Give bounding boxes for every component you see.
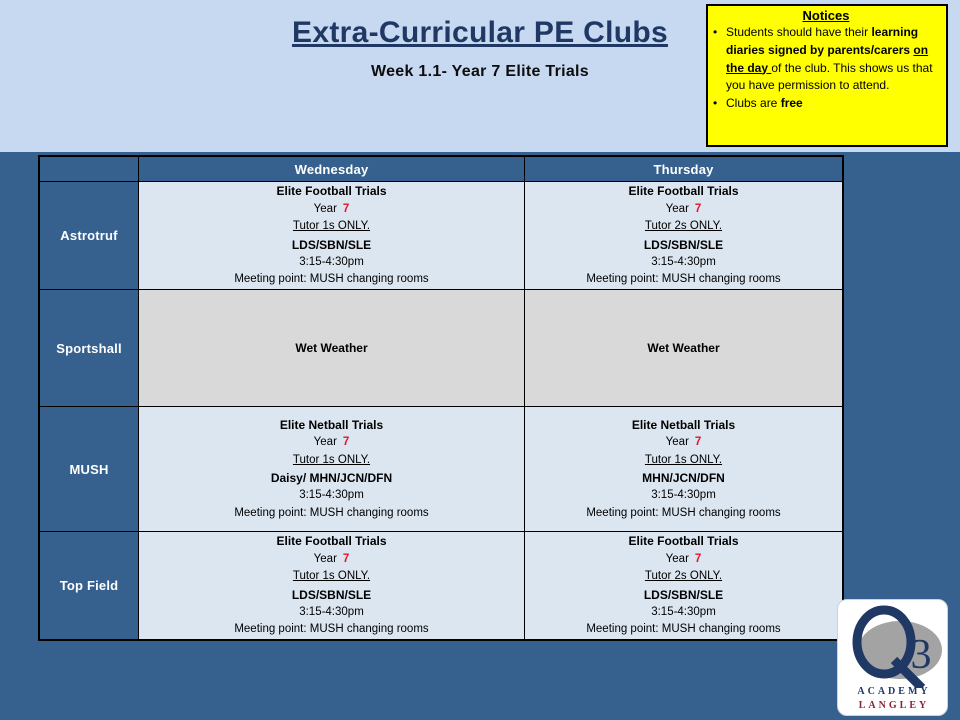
time-line: 3:15-4:30pm bbox=[299, 489, 364, 502]
cell-astrotruf-thursday bbox=[525, 182, 842, 290]
meeting-line: Meeting point: MUSH changing rooms bbox=[234, 273, 429, 286]
staff-line: Daisy/ MHN/JCN/DFN bbox=[270, 471, 393, 485]
logo-langley-text: LANGLEY bbox=[858, 700, 930, 711]
year-line bbox=[314, 434, 350, 451]
meeting-line: Meeting point: MUSH changing rooms bbox=[586, 623, 781, 636]
time-line: 3:15-4:30pm bbox=[651, 605, 716, 618]
year-label: Year bbox=[665, 202, 689, 215]
meeting-line: Meeting point: MUSH changing rooms bbox=[234, 506, 429, 519]
tutor-line: Tutor 1s ONLY. bbox=[644, 453, 723, 466]
page-title: Extra-Curricular PE Clubs bbox=[292, 16, 668, 49]
year-line bbox=[314, 201, 350, 218]
staff-line: MHN/JCN/DFN bbox=[642, 471, 725, 485]
notice-text-regular: Clubs are bbox=[726, 96, 781, 110]
staff-line: LDS/SBN/SLE bbox=[643, 587, 724, 602]
logo-number: 3 bbox=[910, 632, 932, 678]
activity-title: Elite Football Trials bbox=[628, 534, 739, 549]
logo-academy-text: ACADEMY bbox=[857, 686, 931, 697]
notice-text-bold-underline: on the day bbox=[726, 42, 929, 75]
activity-title: Elite Netball Trials bbox=[631, 417, 736, 432]
table-header-wednesday: Wednesday bbox=[139, 157, 525, 182]
time-line: 3:15-4:30pm bbox=[651, 255, 716, 268]
notice-text-regular: of the club. This shows us that you have permission to attend. bbox=[726, 60, 933, 93]
notice-text-bold: free bbox=[780, 96, 803, 110]
year-line bbox=[666, 434, 702, 451]
tutor-line: Tutor 1s ONLY. bbox=[292, 220, 371, 233]
year-number: 7 bbox=[694, 202, 702, 215]
table-header-thursday: Thursday bbox=[525, 157, 842, 182]
activity-title: Elite Football Trials bbox=[276, 534, 387, 549]
year-number: 7 bbox=[342, 436, 350, 449]
cell-astrotruf-wednesday bbox=[139, 182, 525, 290]
year-number: 7 bbox=[342, 202, 350, 215]
year-label: Year bbox=[665, 436, 689, 449]
year-line bbox=[666, 201, 702, 218]
row-label-mush: MUSH bbox=[40, 407, 139, 532]
year-label: Year bbox=[313, 552, 337, 565]
tutor-line: Tutor 1s ONLY. bbox=[292, 570, 371, 583]
notice-text-regular: Students should have their bbox=[726, 25, 872, 39]
q3-academy-logo bbox=[837, 599, 948, 716]
notice-bullet-1 bbox=[713, 24, 939, 95]
year-number: 7 bbox=[694, 552, 702, 565]
cell-mush-thursday bbox=[525, 407, 842, 532]
notice-bullet-1-text bbox=[726, 24, 939, 95]
notices-title: Notices bbox=[802, 8, 850, 23]
tutor-line: Tutor 2s ONLY. bbox=[644, 220, 723, 233]
staff-line: LDS/SBN/SLE bbox=[291, 237, 372, 252]
schedule-table bbox=[38, 155, 844, 641]
notices-box bbox=[706, 4, 948, 147]
meeting-line: Meeting point: MUSH changing rooms bbox=[586, 273, 781, 286]
year-number: 7 bbox=[694, 436, 702, 449]
cell-top-field-thursday bbox=[525, 532, 842, 639]
year-label: Year bbox=[665, 552, 689, 565]
cell-mush-wednesday bbox=[139, 407, 525, 532]
q3-logo-graphic bbox=[838, 600, 949, 688]
time-line: 3:15-4:30pm bbox=[299, 605, 364, 618]
notice-text-bold: learning diaries signed by parents/carers bbox=[726, 25, 919, 57]
activity-title: Elite Football Trials bbox=[276, 184, 387, 199]
cell-top-field-wednesday bbox=[139, 532, 525, 639]
meeting-line: Meeting point: MUSH changing rooms bbox=[586, 506, 781, 519]
year-label: Year bbox=[313, 436, 337, 449]
row-label-astrotruf: Astrotruf bbox=[40, 182, 139, 290]
activity-title: Elite Netball Trials bbox=[279, 417, 384, 432]
year-line bbox=[666, 551, 702, 568]
notice-bullet-2 bbox=[713, 95, 939, 113]
cell-sportshall-thursday: Wet Weather bbox=[525, 290, 842, 407]
tutor-line: Tutor 2s ONLY. bbox=[644, 570, 723, 583]
page-subtitle: Week 1.1- Year 7 Elite Trials bbox=[370, 63, 590, 80]
staff-line: LDS/SBN/SLE bbox=[643, 237, 724, 252]
meeting-line: Meeting point: MUSH changing rooms bbox=[234, 623, 429, 636]
staff-line: LDS/SBN/SLE bbox=[291, 587, 372, 602]
table-corner-cell bbox=[40, 157, 139, 182]
year-line bbox=[314, 551, 350, 568]
row-label-top-field: Top Field bbox=[40, 532, 139, 639]
year-label: Year bbox=[313, 202, 337, 215]
activity-title: Elite Football Trials bbox=[628, 184, 739, 199]
cell-sportshall-wednesday: Wet Weather bbox=[139, 290, 525, 407]
time-line: 3:15-4:30pm bbox=[651, 489, 716, 502]
notice-bullet-2-text bbox=[726, 95, 803, 113]
year-number: 7 bbox=[342, 552, 350, 565]
bullet-icon: • bbox=[713, 25, 718, 39]
bullet-icon: • bbox=[713, 96, 718, 110]
tutor-line: Tutor 1s ONLY. bbox=[292, 453, 371, 466]
time-line: 3:15-4:30pm bbox=[299, 255, 364, 268]
row-label-sportshall: Sportshall bbox=[40, 290, 139, 407]
